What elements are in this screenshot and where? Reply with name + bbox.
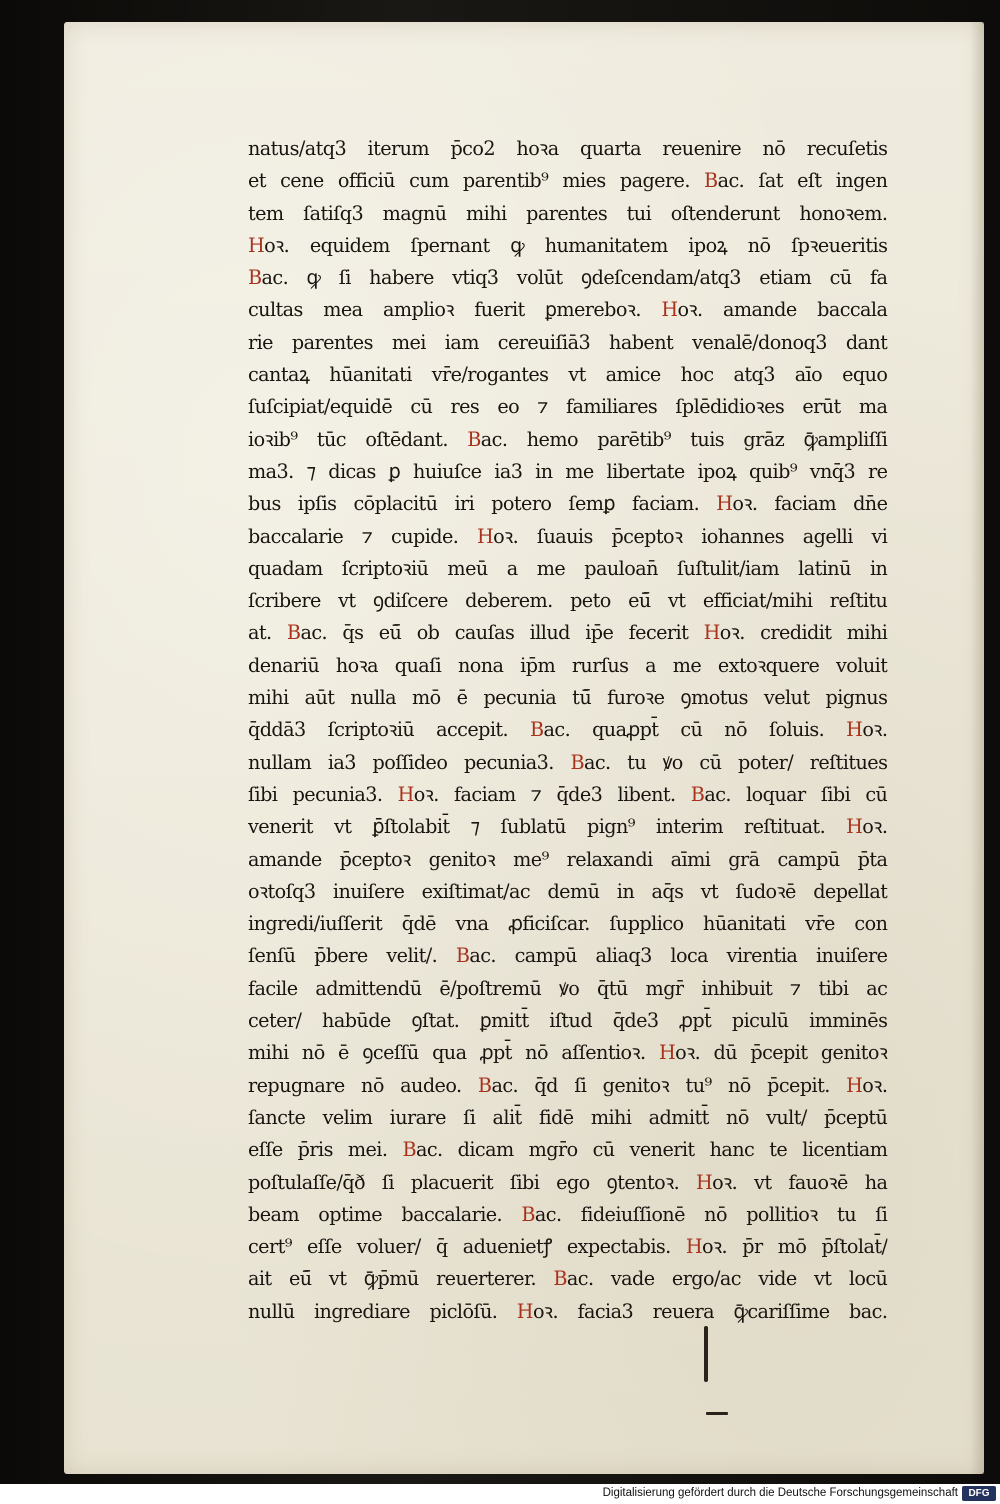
text-line: ſuſcipiat/equidē cū res eo ⁊ familiares ſplēdidioꝛes erūt ma xyxy=(248,394,888,419)
rubric-initial: B xyxy=(477,1072,492,1097)
rubric-initial: H xyxy=(846,717,863,742)
text-line: repugnare nō audeo. Bac. q̄d ſi genitoꝛ tu⁹ nō p̄cepit. Hoꝛ. xyxy=(248,1072,888,1097)
text-line: Bac. ꝙ ſi habere vtiq3 volūt ꝯdeſcendam/atq3 etiam cū fa xyxy=(248,265,888,290)
text-line: ſancte velim iurare ſi alit̄ fidē mihi admitt̄ nō vult/ p̄ceptū xyxy=(248,1104,888,1129)
text-line: cultas mea amplioꝛ fuerit ꝑmereboꝛ. Hoꝛ. amande baccala xyxy=(248,297,888,322)
rubric-initial: H xyxy=(248,232,265,257)
rubric-initial: B xyxy=(530,717,544,742)
rubric-initial: H xyxy=(516,1298,533,1323)
rubric-initial: B xyxy=(455,943,470,968)
signature-mark xyxy=(704,1326,708,1382)
rubric-initial: B xyxy=(553,1266,567,1291)
text-line: et cene officiū cum parentib⁹ mies pagere. Bac. ſat eſt ingen xyxy=(248,168,888,193)
text-line: denariū hoꝛa quaſi nona ip̄m rurſus a me extoꝛquere voluit xyxy=(248,652,888,677)
rubric-initial: B xyxy=(286,620,301,645)
rubric-initial: H xyxy=(716,491,733,516)
text-line: oꝛtoſq3 inuiſere exiſtimat/ac demū in aq̄s vt ſudoꝛē depellat xyxy=(248,878,888,903)
footer-credit: Digitalisierung gefördert durch die Deutsche Forschungsgemeinschaft xyxy=(602,1487,958,1499)
text-line: beam optime baccalarie. Bac. fideiuſſionē nō pollitioꝛ tu ſi xyxy=(248,1201,888,1226)
digitization-footer xyxy=(0,1484,1000,1504)
text-line: Hoꝛ. equidem ſpernant ꝙ humanitatem ipoꝝ nō ſpꝛeueritis xyxy=(248,232,888,257)
rubric-initial: B xyxy=(467,426,481,451)
text-line: cantaꝝ hūanitati vr̄e/rogantes vt amice hoc atq3 aīo equo xyxy=(248,362,888,387)
rubric-initial: H xyxy=(661,297,678,322)
text-line: poſtulaſſe/q̄ð ſi placuerit ſibi ego ꝯtentoꝛ. Hoꝛ. vt fauoꝛē ha xyxy=(248,1169,888,1194)
text-line: venerit vt ꝑ̄ſtolabit̄ ⁊ ſublatū pign⁹ interim reſtituat. Hoꝛ. xyxy=(248,814,888,839)
rubric-initial: B xyxy=(704,168,718,193)
text-line: ioꝛib⁹ tūc oſtēdant. Bac. hemo parētib⁹ tuis grāz ꝙ̄ampliſſi xyxy=(248,426,888,451)
rubric-initial: H xyxy=(685,1234,703,1259)
text-line: quadam ſcriptoꝛiū meū a me pauloan̄ ſuſtulit/iam latinū in xyxy=(248,555,888,580)
rubric-initial: B xyxy=(690,781,705,806)
signature-dash xyxy=(706,1412,728,1415)
rubric-initial: B xyxy=(570,749,584,774)
text-line: ſenſū p̄bere velit/. Bac. campū aliaq3 loca virentia inuiſere xyxy=(248,943,888,968)
text-line: eſſe p̄ris mei. Bac. dicam mgr̄o cū venerit hanc te licentiam xyxy=(248,1137,888,1162)
text-line: nullam ia3 poſſideo pecunia3. Bac. tu ꝟo cū poter/ reſtitues xyxy=(248,749,888,774)
text-line: natus/atq3 iterum p̄co2 hoꝛa quarta reuenire nō recuſetis xyxy=(248,136,888,160)
text-line: mihi nō ē ꝯceſſū qua ꝓpt̄ nō aſſentioꝛ. Hoꝛ. dū p̄cepit genitoꝛ xyxy=(248,1040,888,1065)
text-block xyxy=(248,132,914,1327)
text-line: ingredi/iuſſerit q̄dē vna ꝓficiſcar. ſupplico hūanitati vr̄e con xyxy=(248,911,888,936)
text-line: rie parentes mei iam cereuiſiā3 habent venalē/donoq3 dant xyxy=(248,329,888,354)
text-line: bus ipſis cōplacitū iri potero ſemꝑ faciam. Hoꝛ. faciam dn̄e xyxy=(248,491,888,516)
rubric-initial: H xyxy=(397,781,414,806)
text-line: facile admittendū ē/poſtremū ꝟo q̄tū mgr̄ inhibuit ⁊ tibi ac xyxy=(248,975,888,1000)
text-line: at. Bac. q̄s eū̄ ob cauſas illud ip̄e fecerit Hoꝛ. credidit mihi xyxy=(248,620,888,645)
rubric-initial: H xyxy=(846,1072,863,1097)
text-line: baccalarie ⁊ cupide. Hoꝛ. ſuauis p̄ceptoꝛ iohannes agelli vi xyxy=(248,523,888,548)
text-line: tem ſatiſq3 magnū mihi parentes tui oſtenderunt honoꝛem. xyxy=(248,200,888,225)
rubric-initial: H xyxy=(846,814,863,839)
text-line: cert⁹ eſſe voluer/ q̄ aduenietꝭ expectabis. Hoꝛ. p̄r mō p̄ſtolat̄/ xyxy=(248,1234,888,1259)
page-edge xyxy=(970,22,984,1474)
text-line: ſibi pecunia3. Hoꝛ. faciam ⁊ q̄de3 libent. Bac. loquar ſibi cū xyxy=(248,781,888,806)
rubric-initial: H xyxy=(703,620,720,645)
rubric-initial: B xyxy=(248,265,262,290)
dfg-logo: DFG xyxy=(962,1486,996,1501)
text-line: ma3. ⁊ dicas ꝑ huiuſce ia3 in me libertate ipoꝝ quib⁹ vnq̄3 re xyxy=(248,458,888,483)
rubric-initial: H xyxy=(477,523,494,548)
rubric-initial: B xyxy=(402,1137,416,1162)
text-line: q̄ddā3 ſcriptoꝛiū accepit. Bac. quaꝓpt̄ cū nō ſoluis. Hoꝛ. xyxy=(248,717,888,742)
text-line: nullū ingrediare piclōſū. Hoꝛ. facia3 reuera ꝙ̄cariſſime bac. xyxy=(248,1298,888,1323)
text-line: ſcribere vt ꝯdiſcere deberem. peto eū̄ vt efficiat/mihi reſtitu xyxy=(248,588,888,613)
rubric-initial: B xyxy=(521,1201,535,1226)
rubric-initial: H xyxy=(695,1169,713,1194)
rubric-initial: H xyxy=(658,1040,676,1065)
text-line: mihi aūt nulla mō ē pecunia tū̄ furoꝛe ꝯmotus velut pignus xyxy=(248,685,888,710)
text-line: amande p̄ceptoꝛ genitoꝛ me⁹ relaxandi aīmi grā campū p̄ta xyxy=(248,846,888,871)
text-line: ait eū̄ vt ꝙ̄p̄mū reuerterer. Bac. vade ergo/ac vide vt locū xyxy=(248,1266,888,1291)
text-line: ceter/ habūde ꝯſtat. ꝑmitt̄ iſtud q̄de3 ꝓpt̄ piculū imminēs xyxy=(248,1008,888,1033)
